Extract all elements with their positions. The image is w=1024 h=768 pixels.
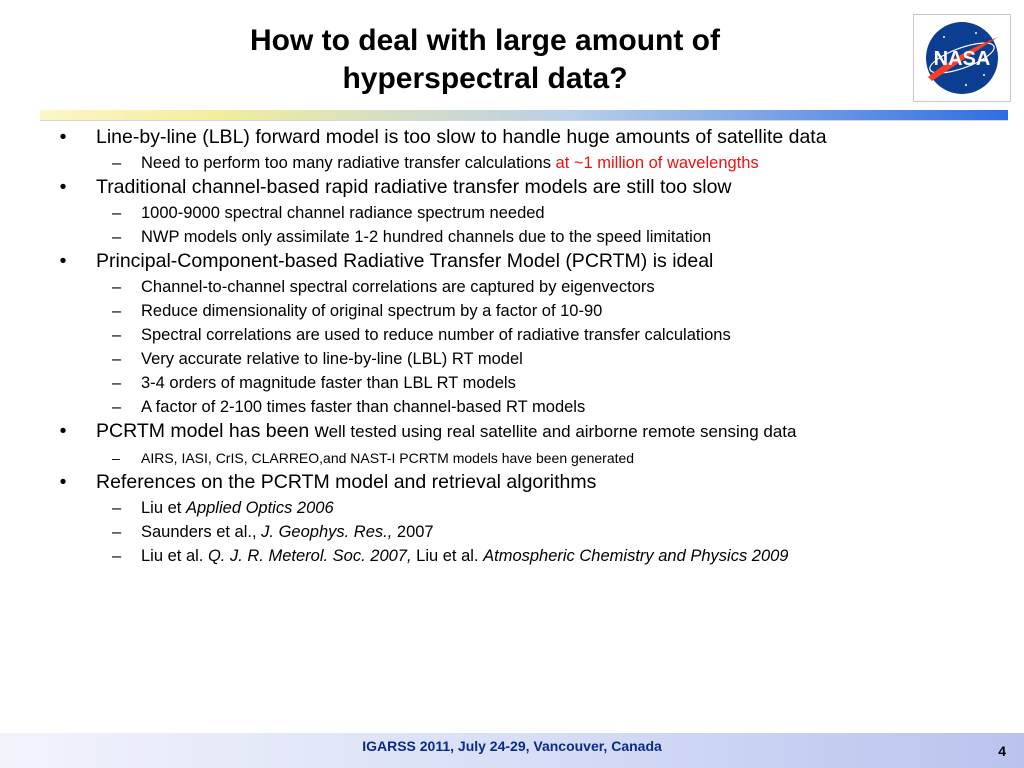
title-divider <box>40 110 1008 121</box>
sub-bullet-3-4 <box>56 347 1006 371</box>
sub-marker: – <box>112 278 122 296</box>
sub-bullet-text: 3-4 orders of magnitude faster than LBL RT models <box>141 374 516 392</box>
slide-body <box>56 125 1006 568</box>
sub-marker: – <box>112 350 122 368</box>
sub-bullet-3-1 <box>56 275 1006 299</box>
bullet-marker: • <box>59 420 67 442</box>
bullet-2-text: Traditional channel-based rapid radiative transfer models are still too slow <box>96 176 732 198</box>
sub-marker: – <box>112 499 122 517</box>
sub-bullet-2-1 <box>56 201 1006 225</box>
sub-bullet-text: Spectral correlations are used to reduce number of radiative transfer calculations <box>141 326 731 344</box>
highlight-text: at ~1 million of wavelengths <box>555 154 759 172</box>
reference-1 <box>56 496 1006 520</box>
sub-bullet-text: 1000-9000 spectral channel radiance spectrum needed <box>141 204 545 222</box>
sub-marker: – <box>112 154 122 172</box>
reference-authors: Liu et <box>141 499 186 517</box>
sub-marker: – <box>112 302 122 320</box>
title-line-1: How to deal with large amount of <box>249 24 720 57</box>
nasa-logo <box>913 14 1011 102</box>
bullet-marker: • <box>59 126 67 148</box>
sub-bullet-text: Very accurate relative to line-by-line (LBL) RT model <box>141 350 523 368</box>
reference-journal: Applied Optics 2006 <box>185 499 334 517</box>
sub-bullet-3-5 <box>56 371 1006 395</box>
nasa-logo-text: NASA <box>933 48 991 70</box>
sub-bullet-3-3 <box>56 323 1006 347</box>
bullet-4 <box>56 419 1006 444</box>
sub-bullet-text: Channel-to-channel spectral correlations are captured by eigenvectors <box>141 278 655 296</box>
nasa-meatball-icon <box>914 15 1010 101</box>
reference-authors: Liu et al. <box>141 547 208 565</box>
slide-title <box>120 22 850 98</box>
reference-year: 2007 <box>392 523 434 541</box>
sub-marker: – <box>112 204 122 222</box>
sub-bullet-text: Reduce dimensionality of original spectrum by a factor of 10-90 <box>141 302 603 320</box>
sub-bullet-text: NWP models only assimilate 1-2 hundred channels due to the speed limitation <box>141 228 712 246</box>
sub-marker: – <box>112 374 122 392</box>
conference-label: IGARSS 2011, July 24-29, Vancouver, Canada <box>362 738 662 754</box>
bullet-1 <box>56 125 1006 149</box>
sub-bullet-text: A factor of 2-100 times faster than channel-based RT models <box>141 398 586 416</box>
bullet-marker: • <box>59 176 67 198</box>
title-line-2: hyperspectral data? <box>342 62 628 95</box>
bullet-4-text-small: ell tested using real satellite and airborne remote sensing data <box>328 422 797 441</box>
reference-2 <box>56 520 1006 544</box>
sub-marker: – <box>112 326 122 344</box>
bullet-5 <box>56 470 1006 494</box>
reference-journal: Q. J. R. Meterol. Soc. 2007, <box>207 547 412 565</box>
bullet-1-text: Line-by-line (LBL) forward model is too slow to handle huge amounts of satellite data <box>96 126 827 148</box>
sub-bullet-1-1 <box>56 151 1006 175</box>
sub-bullet-text: AIRS, IASI, CrIS, CLARREO,and NAST-I PCRTM models have been generated <box>141 450 635 466</box>
bullet-marker: • <box>59 250 67 272</box>
reference-authors: Saunders et al., <box>141 523 262 541</box>
reference-3 <box>56 544 1006 568</box>
bullet-5-text: References on the PCRTM model and retrieval algorithms <box>96 471 597 493</box>
bullet-marker: • <box>59 471 67 493</box>
sub-bullet-3-2 <box>56 299 1006 323</box>
bullet-2 <box>56 175 1006 199</box>
sub-marker: – <box>112 228 122 246</box>
sub-bullet-2-2 <box>56 225 1006 249</box>
page-number: 4 <box>998 743 1006 759</box>
sub-bullet-4-1 <box>56 446 1006 470</box>
reference-authors-2: Liu et al. <box>411 547 484 565</box>
sub-marker: – <box>112 547 122 565</box>
reference-journal-2: Atmospheric Chemistry and Physics 2009 <box>483 547 789 565</box>
reference-journal: J. Geophys. Res., <box>261 523 393 541</box>
bullet-4-text-main: PCRTM model has been w <box>96 420 329 442</box>
sub-bullet-3-6 <box>56 395 1006 419</box>
bullet-3-text: Principal-Component-based Radiative Transfer Model (PCRTM) is ideal <box>96 250 714 272</box>
sub-marker: – <box>112 398 122 416</box>
slide-footer <box>0 733 1024 768</box>
sub-marker: – <box>112 450 120 466</box>
bullet-3 <box>56 249 1006 273</box>
sub-bullet-text: Need to perform too many radiative transfer calculations <box>141 154 556 172</box>
sub-marker: – <box>112 523 122 541</box>
